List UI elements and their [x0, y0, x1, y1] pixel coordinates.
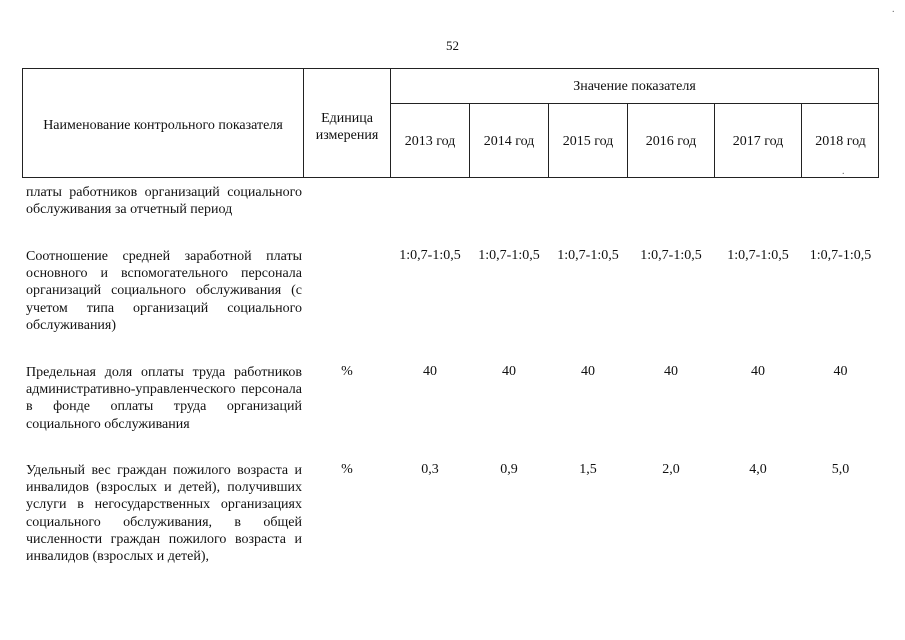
- row-value: 1:0,7-1:0,5: [640, 248, 702, 263]
- row-indicator-name: платы работников организаций социального обслуживания за отчетный период: [26, 185, 302, 218]
- header-unit-column: Единица измерения: [315, 111, 379, 143]
- row-value: 5,0: [831, 462, 850, 477]
- row-value: 1:0,7-1:0,5: [399, 248, 461, 263]
- page-number: 52: [446, 38, 459, 53]
- row-value: 4,0: [749, 462, 767, 477]
- header-year: 2017 год: [732, 134, 784, 149]
- header-year: 2015 год: [562, 134, 614, 149]
- row-value: 40: [664, 364, 678, 379]
- row-value: 40: [502, 364, 516, 379]
- row-value: 40: [751, 364, 765, 379]
- header-year: 2014 год: [483, 134, 535, 149]
- scan-mark: .: [842, 166, 845, 177]
- row-unit: %: [341, 364, 353, 379]
- row-value: 1:0,7-1:0,5: [557, 248, 619, 263]
- header-value-group: Значение показателя: [573, 79, 696, 94]
- scan-mark: .: [892, 4, 895, 15]
- row-unit: %: [341, 462, 353, 477]
- row-value: 2,0: [662, 462, 680, 477]
- row-value: 1,5: [579, 462, 597, 477]
- row-indicator-name: Удельный вес граждан пожилого возраста и инвалидов (взрослых и детей), получивших услуги в негосударственных организациях социального обслуживания, в общей численности граждан пожилого возраста и инвалидов (взрослых и детей),: [26, 463, 302, 565]
- row-value: 40: [423, 364, 437, 379]
- row-value: 1:0,7-1:0,5: [727, 248, 789, 263]
- row-value: 1:0,7-1:0,5: [478, 248, 540, 263]
- row-value: 40: [581, 364, 595, 379]
- header-year: 2016 год: [645, 134, 697, 149]
- header-name-column: Наименование контрольного показателя: [43, 118, 283, 133]
- header-year: 2018 год: [815, 134, 866, 149]
- row-indicator-name: Соотношение средней заработной платы основного и вспомогательного персонала организаций социального обслуживания (с учетом типа организаций социального обслуживания): [26, 249, 302, 333]
- subheader-divider: [390, 103, 879, 104]
- row-indicator-name: Предельная доля оплаты труда работников административно-управленческого персонала в фонде оплаты труда организаций социального обслуживания: [26, 365, 302, 432]
- row-value: 1:0,7-1:0,5: [809, 248, 872, 263]
- col-divider: [303, 68, 304, 178]
- row-value: 40: [833, 364, 848, 379]
- header-year: 2013 год: [404, 134, 456, 149]
- row-value: 0,3: [421, 462, 439, 477]
- row-value: 0,9: [500, 462, 518, 477]
